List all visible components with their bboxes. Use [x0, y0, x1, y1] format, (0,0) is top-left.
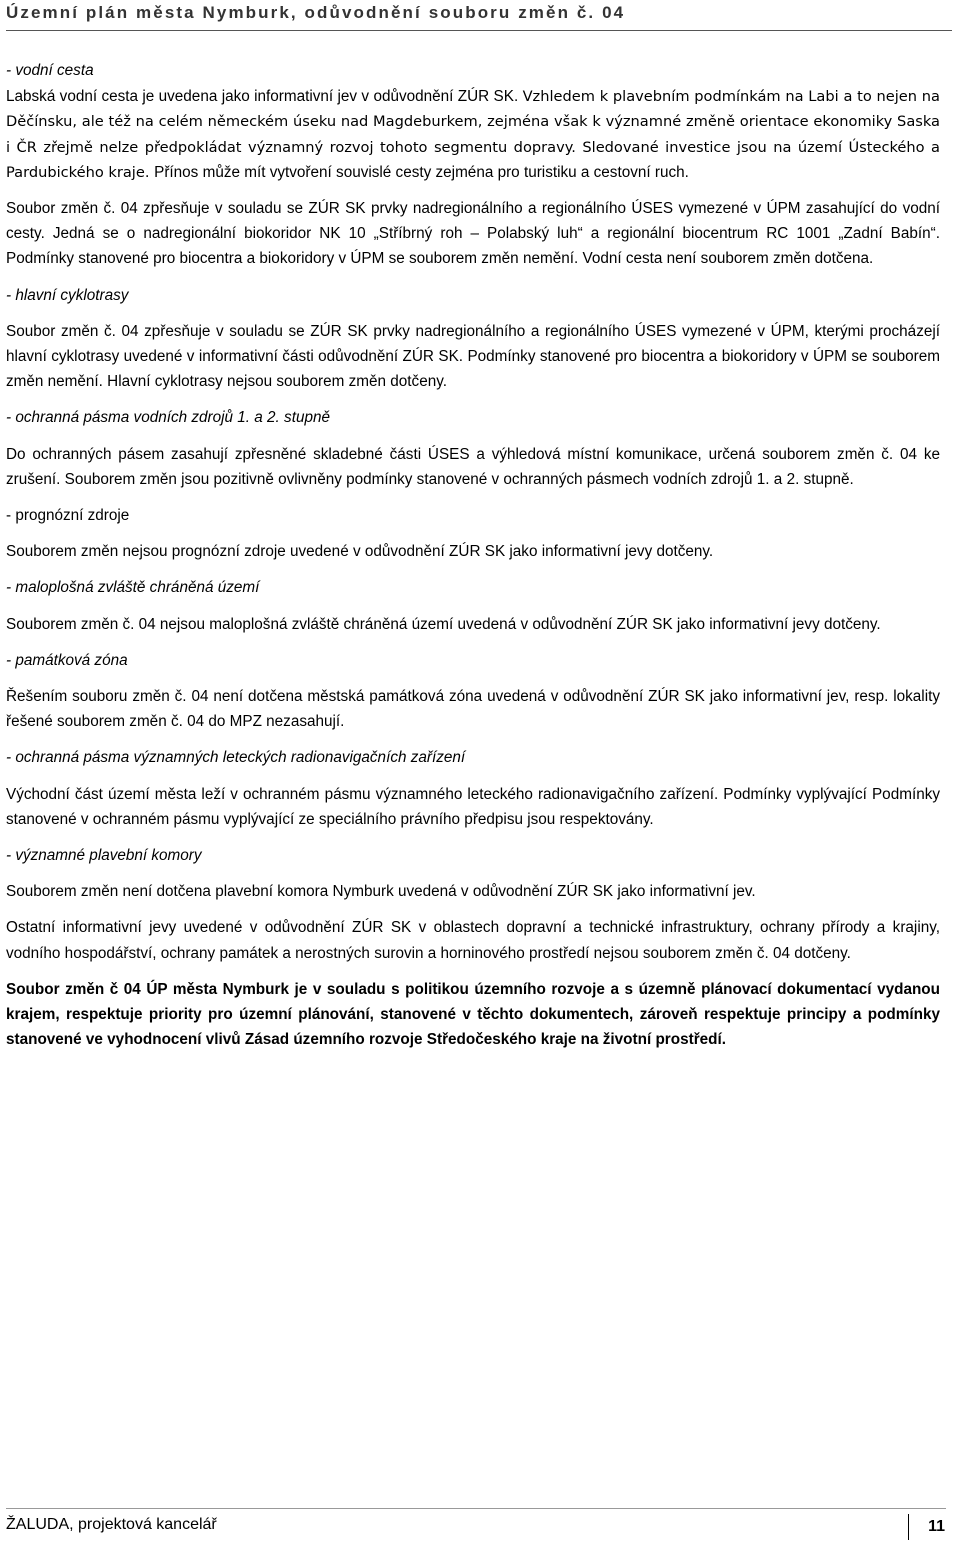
page-header-title: Územní plán města Nymburk, odůvodnění souboru změn č. 04: [6, 3, 626, 22]
paragraph-labska-part-2: Vzhledem k plavebním podmínkám na Labi a to nejen na Děčínsku, ale též na celém německém úseku nad Magdeburkem, zejména však k významné změně orientace ekonomiky Saska i ČR zřejmě nelze předpokládat významný rozvoj tohoto segmentu dopravy. Sledované investice jsou na území Ústeckého a Pardubického kraje.: [6, 88, 940, 181]
paragraph-ochranna-pasma: Do ochranných pásem zasahují zpřesněné skladebné části ÚSES a výhledová místní komunikace, určená souborem změn č. 04 ke zrušení. Souborem změn jsou pozitivně ovlivněny podmínky stanovené v ochranných pásmech vodních zdrojů 1. a 2. stupně.: [6, 445, 940, 488]
heading-ochranna-pasma-vodnich-zdroju: - ochranná pásma vodních zdrojů 1. a 2. stupně: [6, 409, 330, 427]
paragraph-labska-vodni-cesta: [6, 84, 940, 185]
paragraph-pamatkova-zona: Řešením souboru změn č. 04 není dotčena městská památková zóna uvedená v odůvodnění ZÚR SK jako informativní jev, resp. lokality řešené souborem změn č. 04 do MPZ nezasahují.: [6, 688, 940, 731]
heading-vodni-cesta: - vodní cesta: [6, 62, 94, 79]
paragraph-ostatni-jevy: Ostatní informativní jevy uvedené v odůvodnění ZÚR SK v oblastech dopravní a technické infrastruktury, ochrany přírody a krajiny, vodního hospodářství, ochrany památek a nerostných surovin a horninového prostředí nejsou souborem změn č. 04 dotčeny.: [6, 919, 940, 962]
heading-prognozni-zdroje: - prognózní zdroje: [6, 507, 130, 525]
paragraph-cyklotrasy: Soubor změn č. 04 zpřesňuje v souladu se ZÚR SK prvky nadregionálního a regionálního ÚSES vymezené v ÚPM, kterými procházejí hlavní cyklotrasy uvedené v informativní části odůvodnění ZÚR SK. Podmínky stanovené pro biocentra a biokoridory v ÚPM se souborem změn nemění. Hlavní cyklotrasy nejsou souborem změn dotčeny.: [6, 322, 940, 391]
heading-radionavigacni-zarizeni: - ochranná pásma významných leteckých radionavigačních zařízení: [6, 749, 466, 767]
page-number: 11: [908, 1514, 945, 1540]
paragraph-conclusion: Soubor změn č 04 ÚP města Nymburk je v souladu s politikou územního rozvoje a s územně plánovací dokumentací vydanou krajem, respektuje priority pro územní plánování, stanovené v těchto dokumentech, zároveň respektuje principy a podmínky stanovené ve vyhodnocení vlivů Zásad územního rozvoje Středočeského kraje na životní prostředí.: [6, 980, 940, 1049]
paragraph-labska-part-1: Labská vodní cesta je uvedena jako informativní jev v odůvodnění ZÚR SK.: [6, 88, 523, 106]
heading-maloplosna-uzemi: - maloplošná zvláště chráněná území: [6, 579, 260, 597]
heading-plavebni-komory: - významné plavební komory: [6, 847, 202, 865]
paragraph-plavebni-komory: Souborem změn není dotčena plavební komora Nymburk uvedená v odůvodnění ZÚR SK jako informativní jev.: [6, 883, 756, 901]
footer-divider: [6, 1508, 946, 1509]
paragraph-radionavigacni-zarizeni: Východní část území města leží v ochranném pásmu významného leteckého radionavigačního zařízení. Podmínky vyplývající Podmínky stanovené v ochranném pásmu vyplývající ze speciálního právního předpisu jsou respektovány.: [6, 785, 940, 828]
paragraph-labska-part-3: Přínos může mít vytvoření souvislé cesty zejména pro turistiku a cestovní ruch.: [154, 163, 689, 181]
paragraph-uses-vodni-cesta: Soubor změn č. 04 zpřesňuje v souladu se ZÚR SK prvky nadregionálního a regionálního ÚSES vymezené v ÚPM zasahující do vodní cesty. Jedná se o nadregionální biokoridor NK 10 „Stříbrný roh – Polabský luh“ a regionální biocentrum RC 1001 „Zadní Babín“. Podmínky stanovené pro biocentra a biokoridory v ÚPM se souborem změn nemění. Vodní cesta není souborem změn dotčena.: [6, 200, 940, 268]
paragraph-maloplosna-uzemi: Souborem změn č. 04 nejsou maloplošná zvláště chráněná území uvedená v odůvodnění ZÚR SK jako informativní jevy dotčeny.: [6, 615, 881, 633]
heading-pamatkova-zona: - památková zóna: [6, 651, 128, 669]
header-divider: [6, 30, 952, 31]
document-body: [6, 58, 940, 1064]
paragraph-prognozni-zdroje: Souborem změn nejsou prognózní zdroje uvedené v odůvodnění ZÚR SK jako informativní jevy dotčeny.: [6, 543, 714, 561]
heading-hlavni-cyklotrasy: - hlavní cyklotrasy: [6, 286, 129, 304]
footer-company: ŽALUDA, projektová kancelář: [6, 1516, 217, 1533]
